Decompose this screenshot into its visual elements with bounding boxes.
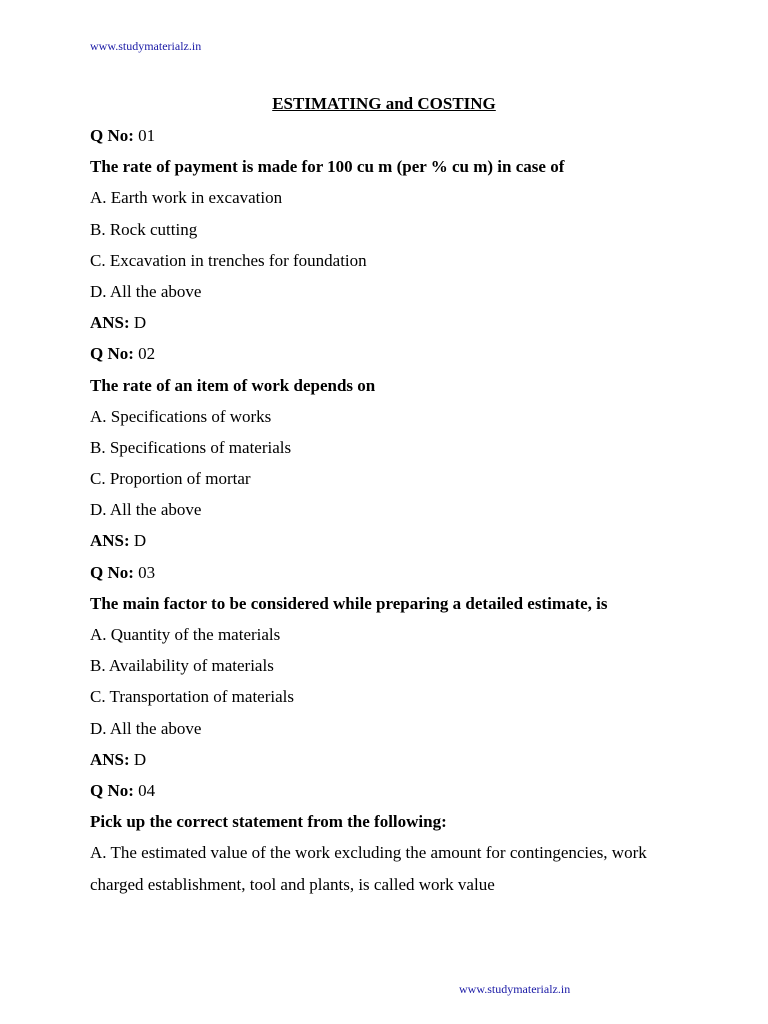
answer-label: ANS: — [90, 749, 130, 769]
answer-value: D — [133, 531, 147, 551]
answer-option: C. Proportion of mortar — [90, 469, 251, 489]
answer-option: D. All the above — [90, 718, 202, 738]
question-number-label: Q No: — [90, 344, 134, 364]
question-number-label: Q No: — [90, 780, 134, 800]
answer-option: C. Transportation of materials — [90, 687, 294, 707]
question-statement: The main factor to be considered while preparing a detailed estimate, is — [90, 593, 608, 613]
question-number-row — [90, 557, 690, 588]
answer-option: A. The estimated value of the work excluding the amount for contingencies, work — [90, 843, 647, 863]
question-list — [90, 120, 690, 900]
answer-option: A. Quantity of the materials — [90, 625, 281, 644]
answer-row — [90, 525, 690, 556]
question-number-row — [90, 338, 690, 369]
answer-row — [90, 307, 690, 338]
question-number: 03 — [138, 562, 156, 582]
answer-value: D — [133, 313, 147, 333]
question-statement: Pick up the correct statement from the following: — [90, 812, 447, 832]
question-number-label: Q No: — [90, 126, 134, 145]
question-number-label: Q No: — [90, 562, 134, 582]
question-number: 04 — [138, 780, 156, 800]
question-statement: The rate of payment is made for 100 cu m (per % cu m) in case of — [90, 157, 565, 177]
page-title: ESTIMATING and COSTING — [272, 94, 496, 113]
answer-label: ANS: — [90, 313, 130, 333]
answer-option: C. Excavation in trenches for foundation — [90, 250, 367, 270]
answer-row — [90, 744, 690, 775]
footer-site-link[interactable]: www.studymaterialz.in — [459, 982, 571, 996]
answer-option-continued: charged establishment, tool and plants, is called work value — [90, 874, 495, 894]
answer-option: A. Specifications of works — [90, 406, 272, 426]
answer-option: D. All the above — [90, 500, 202, 520]
answer-label: ANS: — [90, 531, 130, 551]
question-number-row — [90, 775, 690, 806]
answer-option: A. Earth work in excavation — [90, 188, 283, 208]
answer-option: B. Availability of materials — [90, 656, 274, 676]
answer-option: B. Specifications of materials — [90, 437, 292, 457]
question-statement: The rate of an item of work depends on — [90, 375, 376, 395]
question-number: 01 — [138, 126, 156, 145]
answer-option: D. All the above — [90, 281, 202, 301]
answer-value: D — [133, 749, 147, 769]
header-site-link[interactable]: www.studymaterialz.in — [90, 39, 202, 53]
question-number-row — [90, 120, 690, 151]
answer-option: B. Rock cutting — [90, 219, 198, 239]
question-number: 02 — [138, 344, 156, 364]
